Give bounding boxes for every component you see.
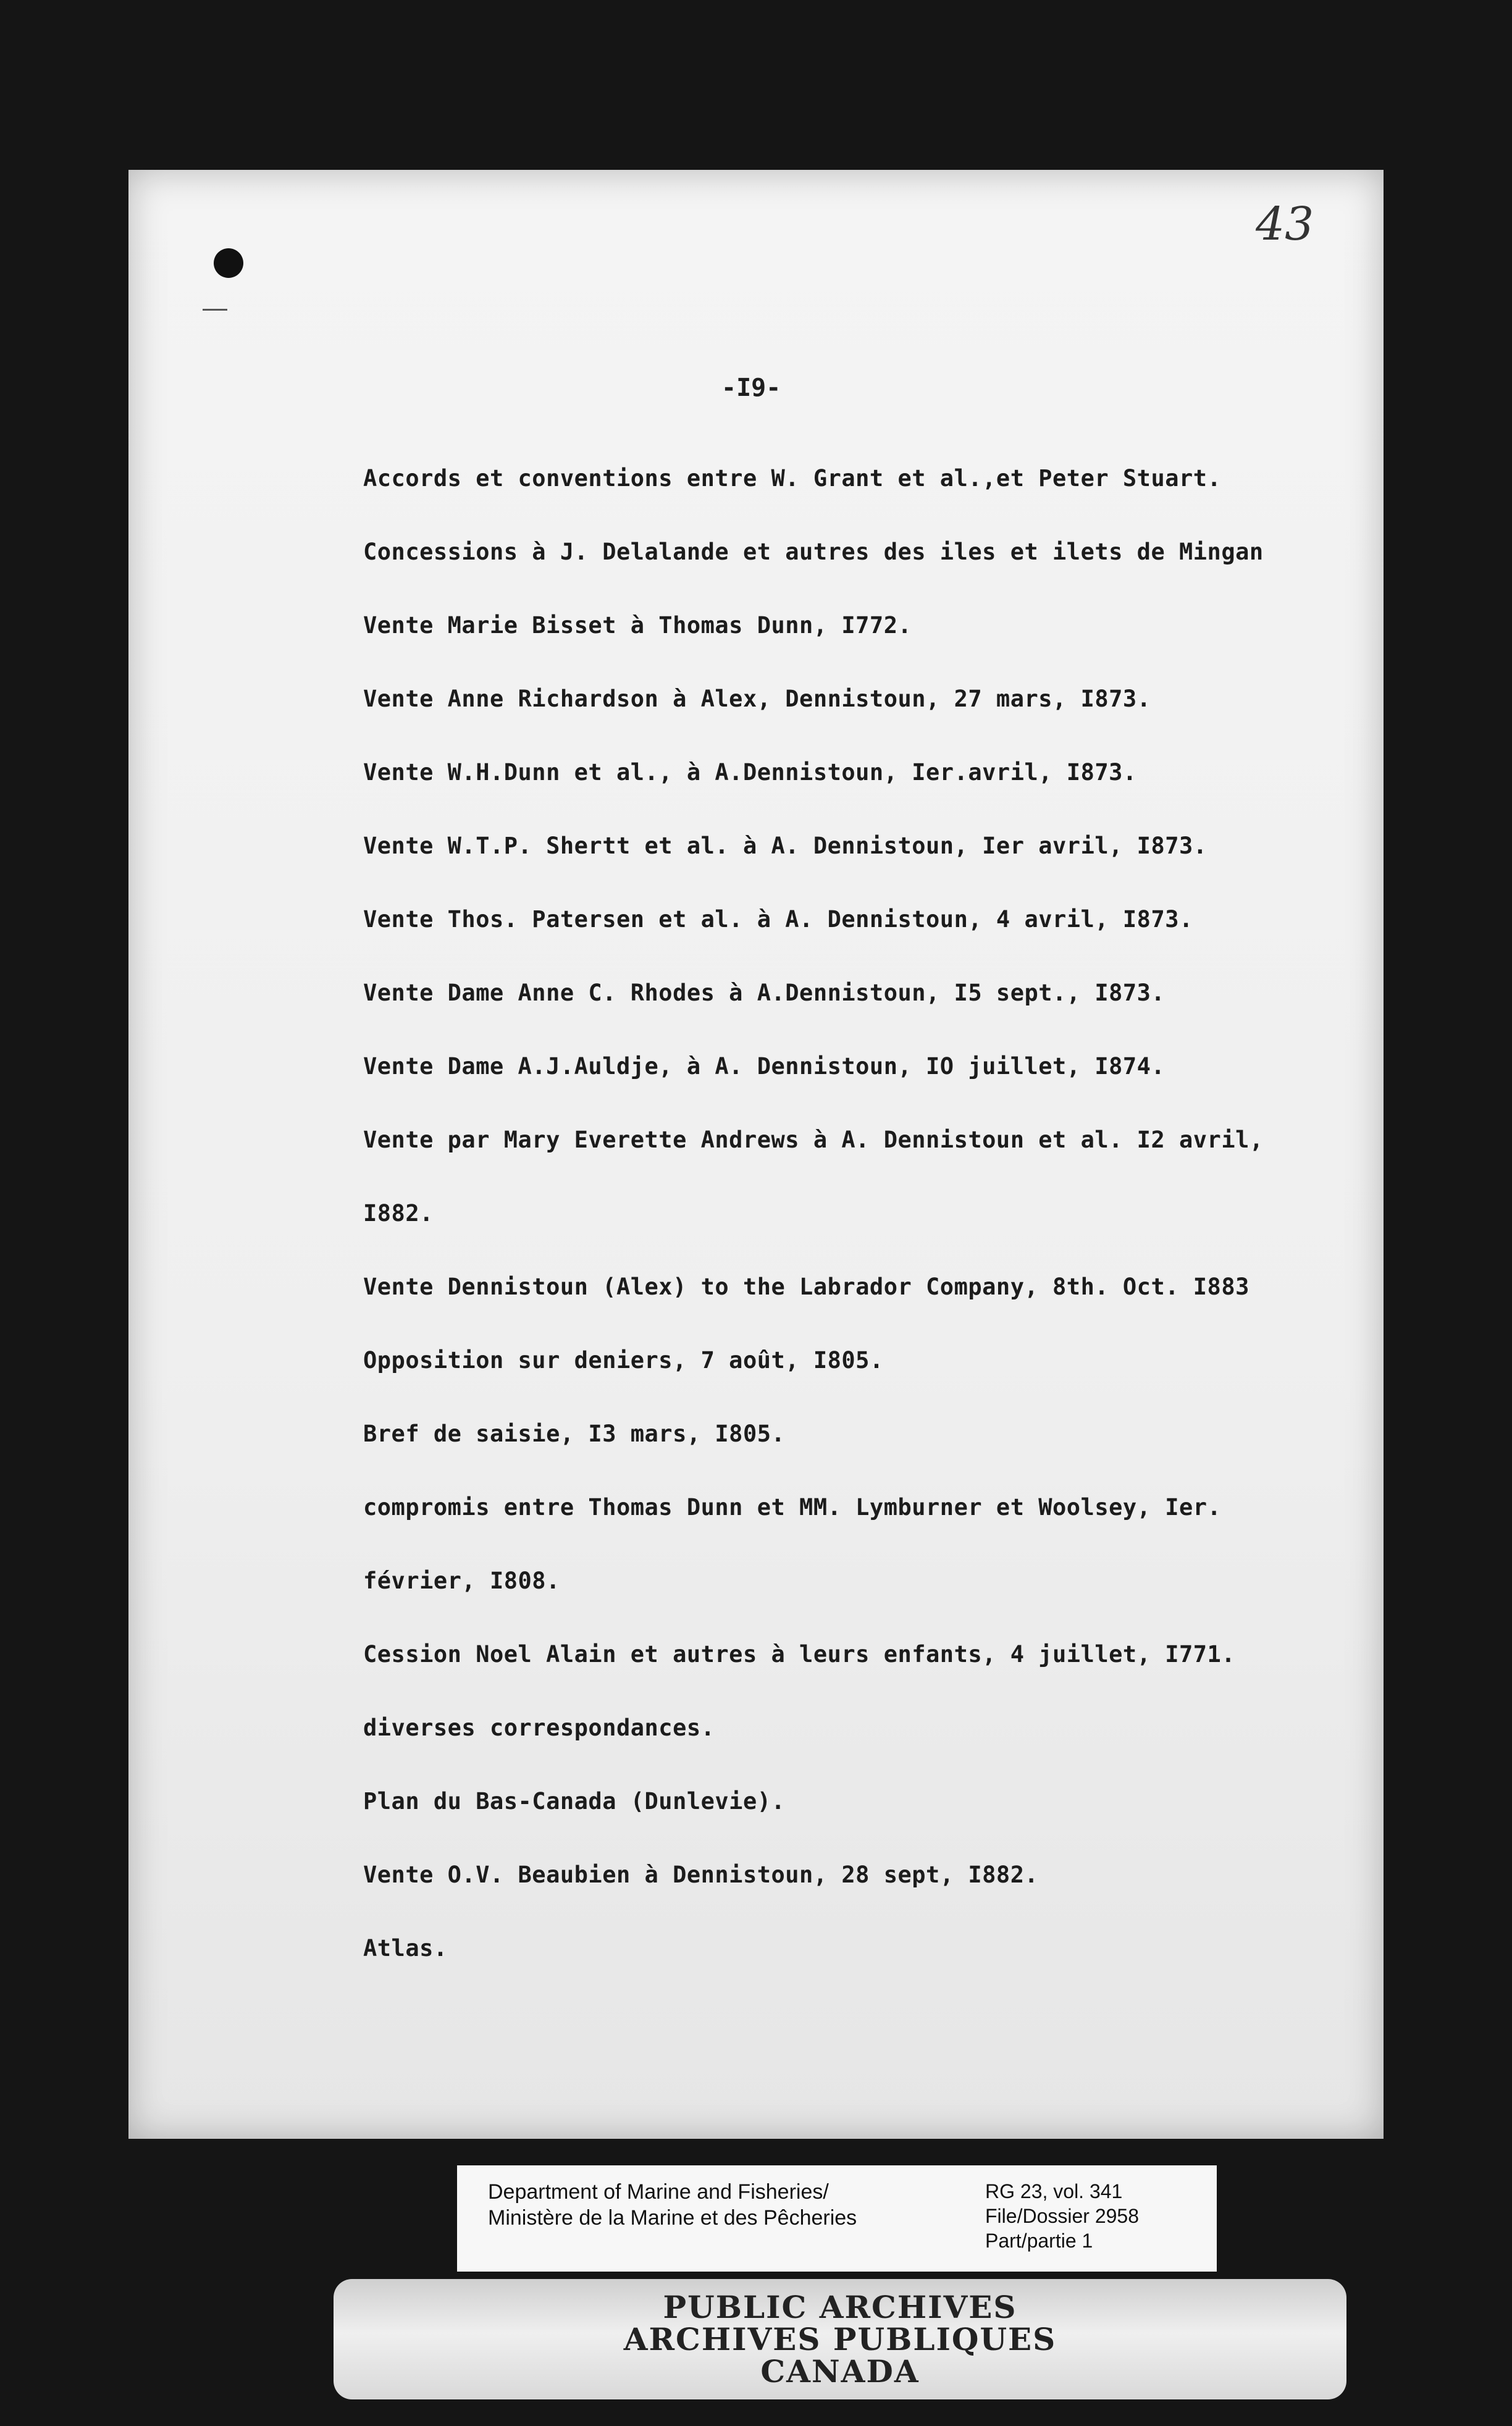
department-fr: Ministère de la Marine et des Pêcheries [488, 2206, 857, 2230]
archive-reference-label [457, 2165, 1217, 2272]
list-item: compromis entre Thomas Dunn et MM. Lymburner et Woolsey, Ier. [363, 1494, 1222, 1521]
record-group: RG 23, vol. 341 [985, 2180, 1123, 2202]
list-item: Vente W.T.P. Shertt et al. à A. Dennistoun, Ier avril, I873. [363, 833, 1208, 859]
file-number: File/Dossier 2958 [985, 2205, 1139, 2227]
margin-mark [203, 309, 227, 311]
stamp-line-3: CANADA [760, 2353, 920, 2390]
document-page [128, 170, 1384, 2139]
entry-list [363, 442, 1364, 1985]
list-item: Vente Dame Anne C. Rhodes à A.Dennistoun, I5 sept., I873. [363, 980, 1166, 1006]
list-item: Accords et conventions entre W. Grant et al.,et Peter Stuart. [363, 465, 1222, 492]
list-item: Concessions à J. Delalande et autres des iles et ilets de Mingan [363, 539, 1264, 565]
archives-stamp [334, 2279, 1346, 2399]
punch-hole [214, 248, 243, 278]
list-item: Bref de saisie, I3 mars, I805. [363, 1421, 786, 1447]
list-item: diverses correspondances. [363, 1715, 715, 1741]
list-item: Vente Dennistoun (Alex) to the Labrador Company, 8th. Oct. I883 [363, 1274, 1250, 1300]
list-item: Atlas. [363, 1935, 448, 1962]
list-item: Vente par Mary Everette Andrews à A. Dennistoun et al. I2 avril, [363, 1127, 1264, 1153]
folio-number: 43 [1256, 198, 1314, 251]
list-item: Vente W.H.Dunn et al., à A.Dennistoun, Ier.avril, I873. [363, 759, 1137, 786]
department-block [488, 2179, 857, 2231]
list-item: Vente O.V. Beaubien à Dennistoun, 28 sept, I882. [363, 1861, 1039, 1888]
reference-block [985, 2179, 1139, 2253]
list-item: Vente Anne Richardson à Alex, Dennistoun, 27 mars, I873. [363, 686, 1151, 712]
stamp-line-1: PUBLIC ARCHIVES [663, 2289, 1017, 2325]
list-item: Cession Noel Alain et autres à leurs enfants, 4 juillet, I771. [363, 1641, 1236, 1668]
list-item: Vente Thos. Patersen et al. à A. Dennistoun, 4 avril, I873. [363, 906, 1193, 933]
page-number: -I9- [721, 374, 781, 402]
list-item: février, I808. [363, 1568, 560, 1594]
stamp-line-2: ARCHIVES PUBLIQUES [623, 2321, 1057, 2357]
list-item: Plan du Bas-Canada (Dunlevie). [363, 1788, 786, 1815]
department-en: Department of Marine and Fisheries/ [488, 2180, 829, 2204]
list-item: Vente Marie Bisset à Thomas Dunn, I772. [363, 612, 912, 639]
part-number: Part/partie 1 [985, 2230, 1093, 2252]
list-item: Vente Dame A.J.Auldje, à A. Dennistoun, IO juillet, I874. [363, 1053, 1166, 1080]
list-item: Opposition sur deniers, 7 août, I805. [363, 1347, 884, 1374]
stamp-text [334, 2291, 1346, 2388]
list-item: I882. [363, 1200, 434, 1227]
